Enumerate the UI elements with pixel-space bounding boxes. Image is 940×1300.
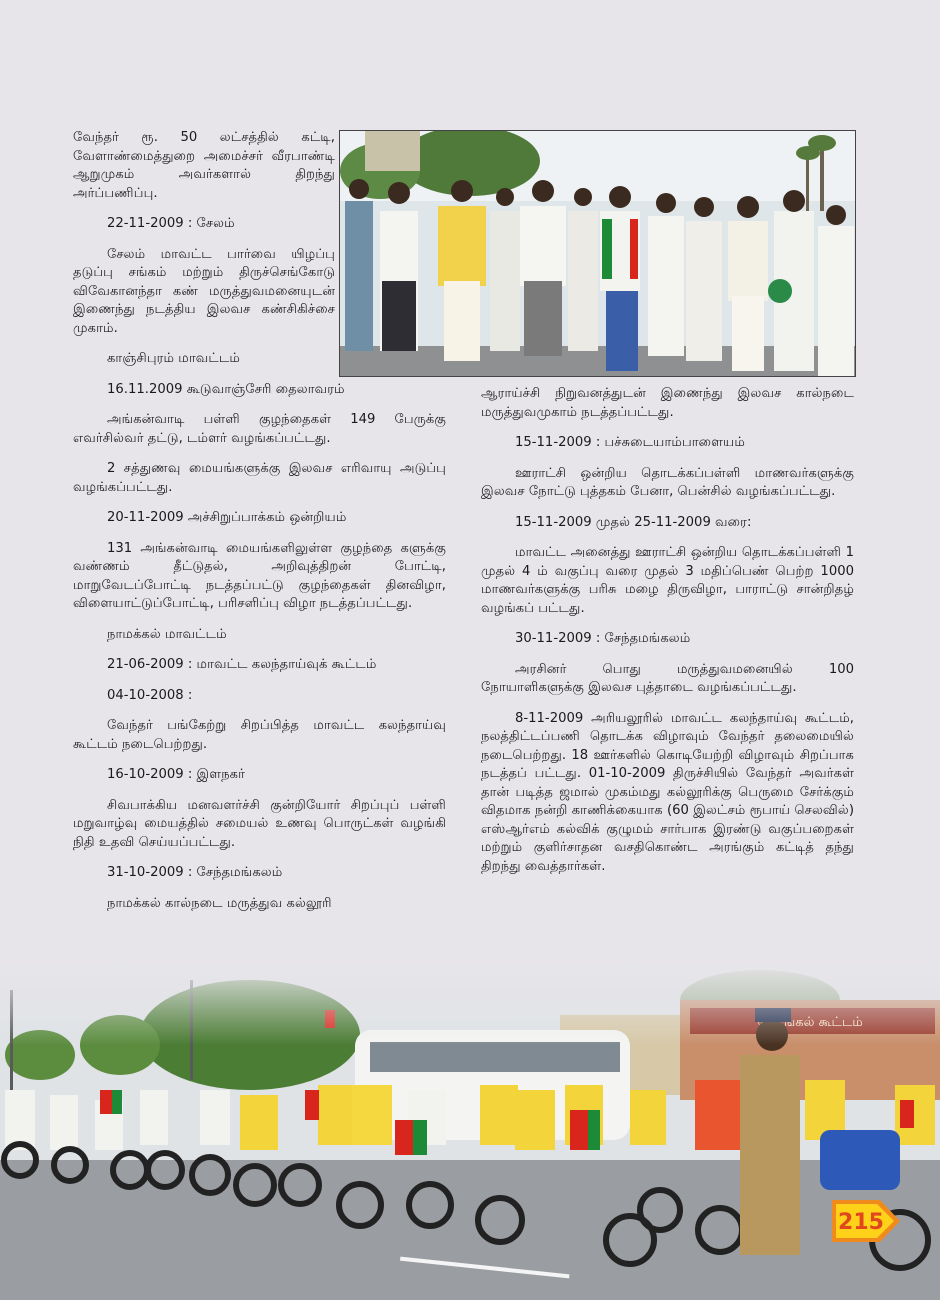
district-heading: நாமக்கல் மாவட்டம் [107,626,227,642]
page-number-arrow-icon [828,1196,904,1246]
paragraph: அங்கன்வாடி பள்ளி குழந்தைகள் 149 பேருக்கு எவர்சில்வர் தட்டு, டம்ளர் வழங்கப்பட்டது. [73,412,446,446]
right-column [481,385,854,888]
date-heading: 21-06-2009 : மாவட்ட கலந்தாய்வுக் கூட்டம் [107,657,377,672]
date-heading: 20-11-2009 அச்சிறுப்பாக்கம் ஒன்றியம் [107,510,347,525]
paragraph: ஆராய்ச்சி நிறுவனத்துடன் இணைந்து இலவச கால்நடை மருத்துவமுகாம் நடத்தப்பட்டது. [481,386,854,420]
date-heading: 04-10-2008 : [107,687,193,703]
date-heading: 31-10-2009 : சேந்தமங்கலம் [107,865,283,880]
district-heading: காஞ்சிபுரம் மாவட்டம் [107,351,240,366]
bike-rally-photo [0,960,940,1300]
paragraph: 131 அங்கன்வாடி மையங்களிலுள்ள குழந்தை களுக்கு வண்ணம் தீட்டுதல், அறிவுத்திறன் போட்டி, மாறுவேடப்போட்டி நடத்தப்பட்டு குழந்தைகள் தினவிழா, விளையாட்டுப்போட்டி, பரிசளிப்பு விழா நடத்தப்பட்டது. [73,540,446,611]
paragraph: வேந்தர் பங்கேற்று சிறப்பித்த மாவட்ட கலந்தாய்வு கூட்டம் நடைபெற்றது. [73,718,446,752]
paragraph: 2 சத்துணவு மையங்களுக்கு இலவச எரிவாயு அடுப்பு வழங்கப்பட்டது. [73,461,446,495]
date-heading: 15-11-2009 : பச்சுடையாம்பாளையம் [515,435,745,450]
date-heading: 30-11-2009 : சேந்தமங்கலம் [515,631,691,646]
paragraph: சிவபாக்கிய மனவளர்ச்சி குன்றியோர் சிறப்புப் பள்ளி மறுவாழ்வு மையத்தில் சமையல் உணவு பொருட்கள் வழங்கி நிதி உதவி செய்யப்பட்டது. [73,797,446,850]
paragraph: வேந்தர் ரூ. 50 லட்சத்தில் கட்டி, வேளாண்மைத்துறை அமைச்சர் வீரபாண்டி ஆறுமுகம் அவர்களால் திறந்து அர்ப்பணிப்பு. [73,130,335,201]
paragraph: ஊராட்சி ஒன்றிய தொடக்கப்பள்ளி மாணவர்களுக்கு இலவச நோட்டு புத்தகம் பேனா, பென்சில் வழங்கப்பட்டது. [481,465,854,499]
group-photo [339,130,856,377]
paragraph: மாவட்ட அனைத்து ஊராட்சி ஒன்றிய தொடக்கப்பள்ளி 1 முதல் 4 ம் வகுப்பு வரை முதல் 3 மதிப்பெண் பெற்ற 1000 மாணவர்களுக்கு பரிசு மழை திருவிழா, பாராட்டு சான்றிதழ் வழங்கப் பட்டது. [481,545,854,616]
date-heading: 16-10-2009 : இளநகர் [107,767,245,782]
page-number-badge [828,1196,904,1246]
date-heading: 15-11-2009 முதல் 25-11-2009 வரை: [515,514,752,530]
paragraph: அரசினர் பொது மருத்துவமனையில் 100 நோயாளிகளுக்கு இலவச புத்தாடை வழங்கப்பட்டது. [481,661,854,695]
bike-rally-illustration [0,960,940,1300]
page-number-text: 215 [838,1210,884,1235]
date-heading: 22-11-2009 : சேலம் [107,216,235,231]
group-photo-illustration [340,131,855,376]
paragraph: 8-11-2009 அரியலூரில் மாவட்ட கலந்தாய்வு கூட்டம், நலத்திட்டப்பணி தொடக்க விழாவும் வேந்தர் தலைமையில் நடைபெற்றது. 18 ஊர்களில் கொடியேற்றி விழாவும் சிறப்பாக நடத்தப் பட்டது. 01-10-2009 திருச்சியில் வேந்தர் அவர்கள் தான் படித்த ஜமால் முகம்மது கல்லூரிக்கு பெருமை சேர்க்கும் விதமாக நன்றி காணிக்கையாக (60 இலட்சம் ரூபாய் செலவில்) எஸ்ஆர்எம் கல்விக் குழுமம் சார்பாக இரண்டு வகுப்பறைகள் மற்றும் குளிர்சாதன வசதிகொண்ட அரங்கும் கட்டித் தந்து திறந்து வைத்தார்கள். [481,710,854,874]
date-heading: 16.11.2009 கூடுவாஞ்சேரி தைலாவரம் [107,381,345,397]
paragraph: நாமக்கல் கால்நடை மருத்துவ கல்லூரி [107,895,332,911]
paragraph: சேலம் மாவட்ட பார்வை யிழப்பு தடுப்பு சங்கம் மற்றும் திருச்செங்கோடு விவேகானந்தா கண் மருத்துவமனையுடன் இணைந்து நடத்திய இலவச கண்சிகிச்சை முகாம். [73,246,335,336]
